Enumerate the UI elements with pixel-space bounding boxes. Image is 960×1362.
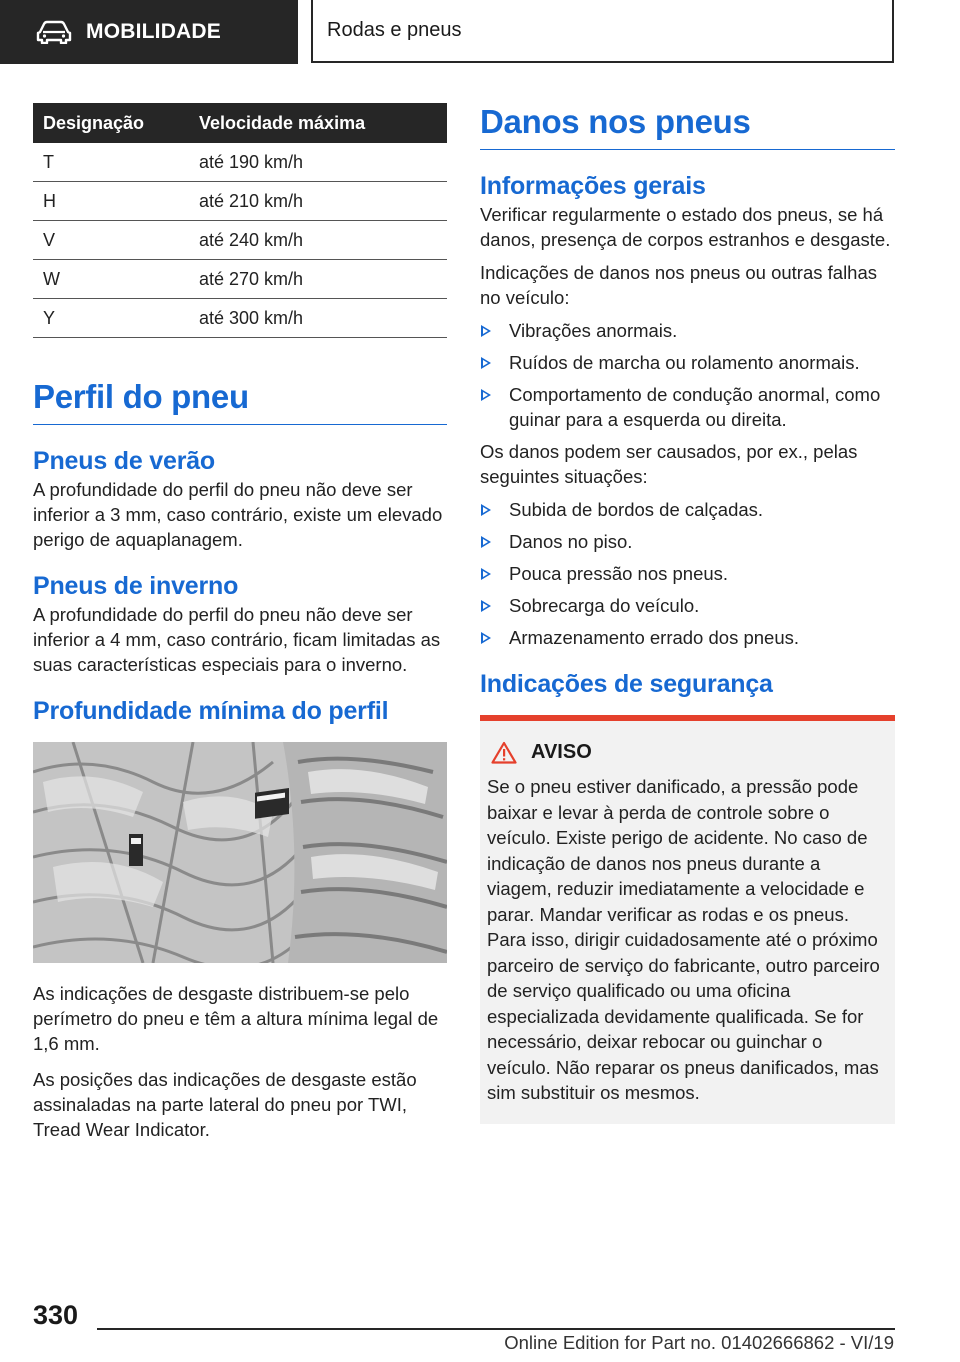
triangle-bullet-icon — [481, 325, 491, 337]
triangle-bullet-icon — [481, 600, 491, 612]
profundidade-minima-text-1: As indicações de desgaste distribuem-se pelo perímetro do pneu e têm a altura mínima legal de 1,6 mm. — [33, 983, 439, 1054]
table-cell: V — [33, 221, 199, 260]
list-item: Subida de bordos de calçadas. — [480, 497, 895, 522]
list-item: Ruídos de marcha ou rolamento anormais. — [480, 350, 895, 375]
pneus-verao-heading: Pneus de verão — [33, 447, 216, 475]
table-cell: até 240 km/h — [199, 221, 447, 260]
perfil-heading: Perfil do pneu — [33, 378, 447, 425]
table-header-cell: Designação — [33, 103, 199, 143]
table-cell: T — [33, 143, 199, 182]
profundidade-minima-heading: Profundidade mínima do perfil — [33, 697, 389, 725]
table-header-cell: Velocidade máxima — [199, 103, 447, 143]
triangle-bullet-icon — [481, 357, 491, 369]
warning-title — [487, 741, 888, 764]
danos-heading: Danos nos pneus — [480, 103, 895, 150]
pneus-inverno-heading: Pneus de inverno — [33, 572, 239, 600]
table-cell: até 190 km/h — [199, 143, 447, 182]
chapter-tab — [311, 0, 894, 63]
table-row — [33, 143, 447, 182]
causas-intro-text: Os danos podem ser causados, por ex., pelas seguintes situações: — [480, 441, 858, 487]
pneus-inverno-text: A profundidade do perfil do pneu não deve ser inferior a 4 mm, caso contrário, ficam limitadas as suas características especiais para o inverno. — [33, 604, 441, 675]
section-tab — [0, 0, 298, 64]
tire-tread-image — [33, 742, 447, 963]
table-header-row — [33, 103, 447, 143]
pneus-verao-text: A profundidade do perfil do pneu não deve ser inferior a 3 mm, caso contrário, existe um elevado perigo de aquaplanagem. — [33, 479, 443, 550]
table-cell: Y — [33, 299, 199, 338]
page-number: 330 — [33, 1300, 79, 1330]
table-cell: até 270 km/h — [199, 260, 447, 299]
triangle-bullet-icon — [481, 504, 491, 516]
informacoes-gerais-heading: Informações gerais — [480, 172, 706, 200]
triangle-bullet-icon — [481, 568, 491, 580]
list-item: Danos no piso. — [480, 529, 895, 554]
causas-list — [480, 497, 895, 650]
triangle-bullet-icon — [481, 389, 491, 401]
speed-rating-table — [33, 103, 447, 338]
warning-label: AVISO — [531, 741, 592, 763]
table-row — [33, 299, 447, 338]
left-column — [33, 103, 447, 1142]
table-row — [33, 221, 447, 260]
table-cell: H — [33, 182, 199, 221]
section-label: MOBILIDADE — [86, 20, 221, 43]
warning-box — [480, 715, 895, 1124]
chapter-label: Rodas e pneus — [327, 19, 462, 41]
triangle-bullet-icon — [481, 632, 491, 644]
seguranca-heading: Indicações de segurança — [480, 670, 773, 698]
list-item: Sobrecarga do veículo. — [480, 593, 895, 618]
list-item: Armazenamento errado dos pneus. — [480, 625, 895, 650]
list-item: Pouca pressão nos pneus. — [480, 561, 895, 586]
table-cell: W — [33, 260, 199, 299]
table-cell: até 210 km/h — [199, 182, 447, 221]
car-icon — [36, 20, 72, 44]
table-row — [33, 182, 447, 221]
informacoes-gerais-text: Verificar regularmente o estado dos pneus, se há danos, presença de corpos estranhos e desgaste. — [480, 204, 891, 250]
table-cell: até 300 km/h — [199, 299, 447, 338]
list-item: Comportamento de condução anormal, como guinar para a esquerda ou direita. — [480, 382, 895, 432]
list-item: Vibrações anormais. — [480, 318, 895, 343]
footer-divider — [97, 1328, 895, 1330]
indicacoes-intro-text: Indicações de danos nos pneus ou outras falhas no veículo: — [480, 262, 878, 308]
warning-triangle-icon — [491, 741, 517, 764]
table-row — [33, 260, 447, 299]
indicacoes-list — [480, 318, 895, 432]
profundidade-minima-text-2: As posições das indicações de desgaste estão assinaladas na parte lateral do pneu por TWI, Tread Wear Indicator. — [33, 1069, 417, 1140]
warning-text: Se o pneu estiver danificado, a pressão pode baixar e levar à perda de controle sobre o veículo. Existe perigo de acidente. No caso de indicação de danos nos pneus durante a viagem, reduzir imediatamente a velocidade e parar. Mandar verificar as rodas e os pneus. Para isso, dirigir cuidadosamente até o próximo parceiro de serviço do fabricante, outro parceiro de serviço qualificado ou uma oficina especializada devidamente qualificada. Se for necessário, deixar rebocar ou guinchar o veículo. Não reparar os pneus danificados, mas sim substituir os mesmos. — [487, 776, 880, 1103]
edition-text: Online Edition for Part no. 01402666862 - VI/19 — [504, 1332, 894, 1353]
triangle-bullet-icon — [481, 536, 491, 548]
right-column — [480, 103, 895, 1124]
